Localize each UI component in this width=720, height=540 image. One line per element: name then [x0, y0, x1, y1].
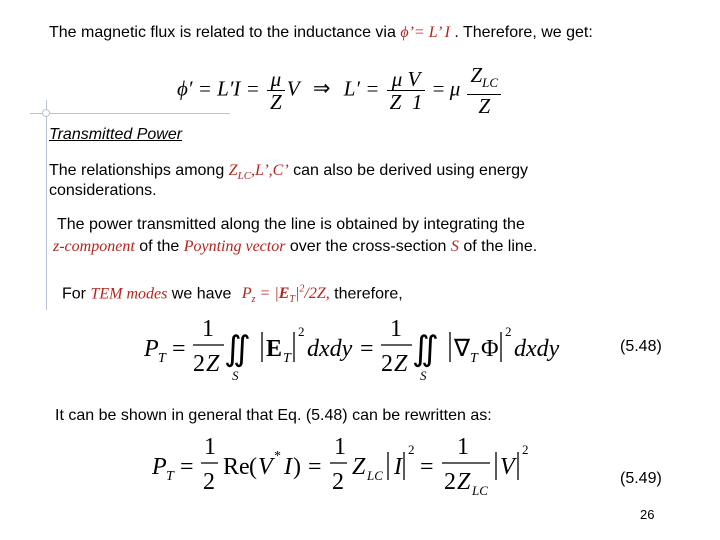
implies-arrow: ⇒: [312, 76, 331, 101]
poynting-vector-term: Poynting vector: [183, 238, 286, 255]
svg-text:∬: ∬: [412, 331, 439, 368]
equation-flux-inductance: [177, 64, 503, 117]
svg-text:Φ: Φ: [481, 336, 499, 362]
svg-text:2: 2: [298, 324, 305, 339]
svg-text:T: T: [166, 469, 174, 484]
svg-text:2: 2: [381, 351, 393, 377]
decor-vertical-line: [46, 100, 47, 310]
eq1-v: V: [286, 76, 300, 101]
svg-text:∇: ∇: [454, 336, 471, 362]
svg-text:2: 2: [332, 469, 344, 495]
svg-text:Z: Z: [352, 454, 366, 480]
svg-text:S: S: [232, 368, 239, 383]
svg-text:2: 2: [408, 442, 415, 457]
svg-text:V: V: [500, 454, 515, 480]
svg-text:Z: Z: [394, 351, 408, 377]
pz-formula: $P_z = |E_T|^2/2Z$,: [241, 284, 330, 306]
equation-5-49: [148, 432, 548, 507]
tem-modes-term: TEM modes: [90, 285, 168, 303]
eq1-lhs: ϕ′ = L′I =: [177, 76, 260, 101]
svg-text:P: P: [144, 336, 159, 362]
svg-text:=: =: [360, 336, 374, 362]
eq1-fraction-mu-z: $\frac{\mu}{Z}$: [267, 68, 285, 113]
svg-text:1: 1: [457, 434, 469, 460]
decor-circle: [42, 109, 50, 117]
paragraph-power-line1: The power transmitted along the line is obtained by integrating the: [57, 216, 525, 233]
z-component-term: z-component: [53, 238, 135, 255]
svg-text:): ): [293, 454, 301, 480]
svg-text:=: =: [308, 454, 322, 480]
svg-text:I: I: [284, 454, 292, 480]
eq1-mu: μ: [449, 76, 461, 101]
svg-text:*: *: [274, 449, 281, 464]
paragraph-tem: For TEM modes we have $P_z = |E_T|^2/2Z$, therefore,: [62, 284, 403, 306]
zlc-symbol: $Z_{LC},L’,C$’: [228, 162, 289, 183]
svg-text:Re: Re: [223, 454, 250, 480]
svg-text:P: P: [152, 454, 167, 480]
svg-text:2: 2: [522, 442, 529, 457]
svg-text:I: I: [394, 454, 402, 480]
svg-text:Z: Z: [457, 469, 471, 495]
svg-text:1: 1: [334, 434, 346, 460]
svg-text:=: =: [180, 454, 194, 480]
paragraph-relationships: The relationships among $Z_{LC},L’,C$’ can also be derived using energy: [49, 162, 528, 183]
equation-label-5-48: (5.48): [620, 338, 662, 355]
svg-text:S: S: [420, 368, 427, 383]
cross-section-symbol: S: [450, 238, 459, 255]
eq1-fraction-muv-z1: $\frac{\text{μ V}}{Z 1}$: [387, 68, 426, 113]
svg-text:2: 2: [193, 351, 205, 377]
svg-text:T: T: [470, 351, 478, 366]
svg-text:2: 2: [444, 469, 456, 495]
svg-text:∬: ∬: [224, 331, 251, 368]
paragraph-relationships-line2: considerations.: [49, 182, 157, 199]
eq1-lprime: L′ =: [343, 76, 380, 101]
paragraph-rewritten: It can be shown in general that Eq. (5.48) can be rewritten as:: [55, 407, 492, 424]
svg-text:T: T: [158, 351, 166, 366]
svg-text:E: E: [266, 336, 283, 362]
svg-text:dxdy: dxdy: [514, 336, 560, 362]
intro-post: . Therefore, we get:: [454, 24, 593, 41]
page-number: 26: [640, 507, 655, 522]
svg-text:(: (: [249, 454, 257, 480]
eq1-equals: =: [432, 76, 445, 101]
paragraph-power-line2: z-component of the Poynting vector over the cross-section S of the line.: [53, 238, 538, 255]
svg-text:LC: LC: [367, 468, 383, 483]
svg-text:2: 2: [203, 469, 215, 495]
svg-text:1: 1: [204, 434, 216, 460]
svg-text:LC: LC: [472, 483, 488, 498]
intro-pre: The magnetic flux is related to the inductance via: [49, 24, 396, 41]
svg-text:2: 2: [505, 324, 512, 339]
svg-text:dxdy: dxdy: [307, 336, 353, 362]
svg-text:=: =: [420, 454, 434, 480]
equation-label-5-49: (5.49): [620, 470, 662, 487]
section-heading: Transmitted Power: [49, 126, 183, 143]
svg-text:=: =: [172, 336, 186, 362]
eq1-fraction-zlc-z: $\frac{Z_{LC}}{Z}$: [467, 64, 501, 117]
svg-text:V: V: [258, 454, 273, 480]
intro-line: [49, 23, 593, 43]
svg-text:1: 1: [202, 316, 214, 342]
svg-text:T: T: [283, 351, 291, 366]
svg-text:1: 1: [390, 316, 402, 342]
svg-text:Z: Z: [206, 351, 220, 377]
equation-5-48: [140, 310, 560, 385]
intro-formula: ϕ’= L’ I: [400, 24, 450, 41]
